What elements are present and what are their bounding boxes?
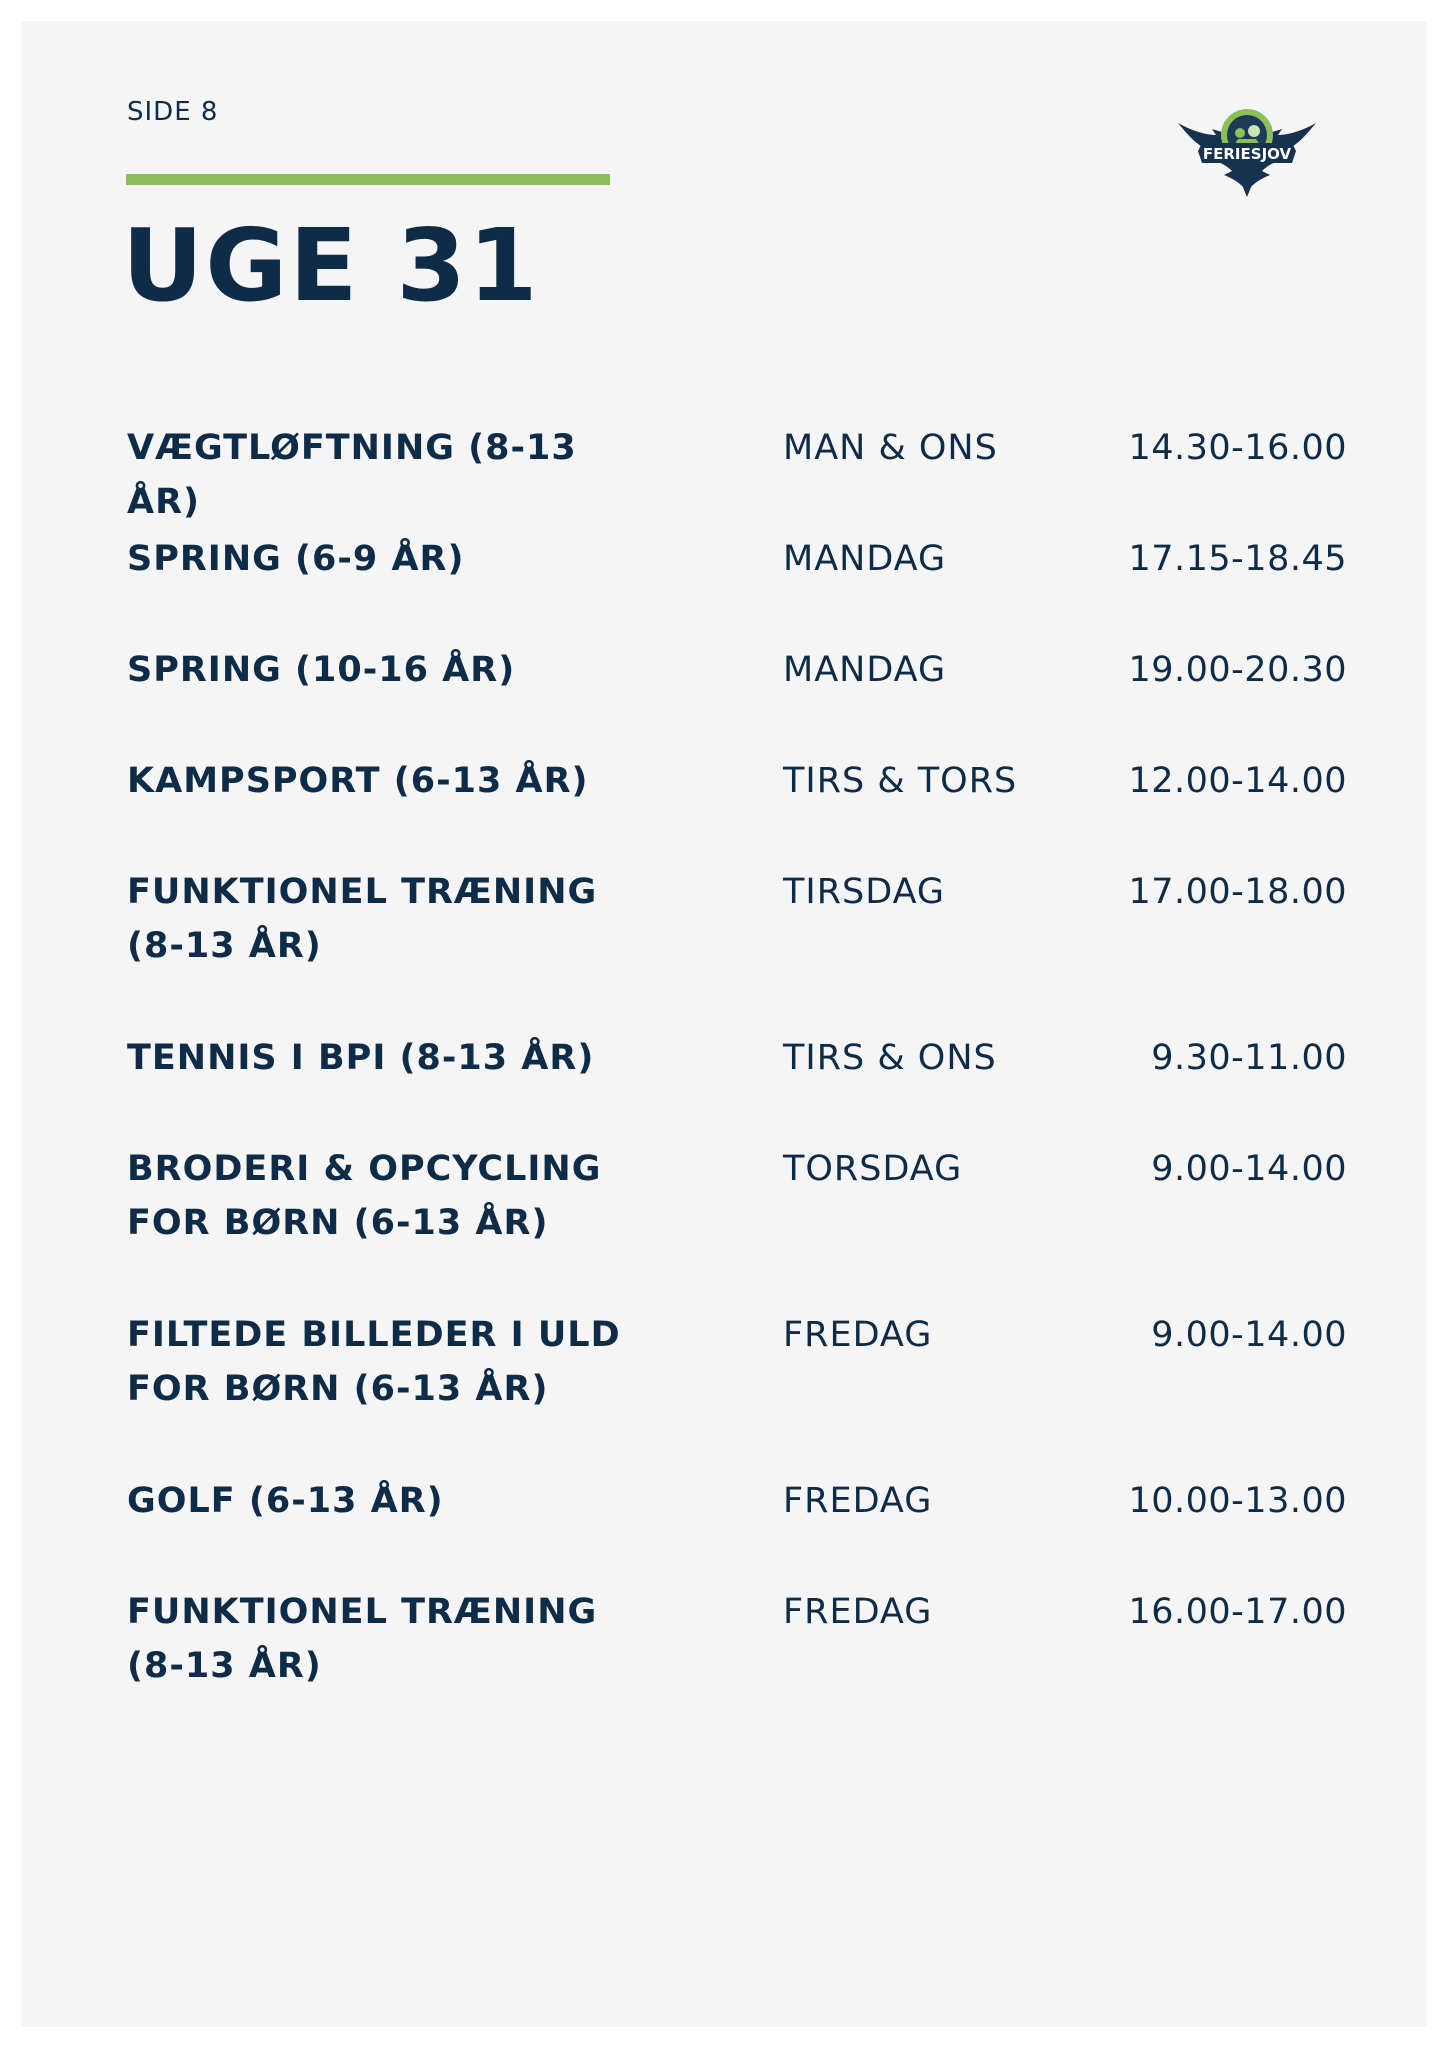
activity-day: MAN & ONS xyxy=(783,428,998,468)
activity-day: TORSDAG xyxy=(783,1149,963,1189)
activity-time: 9.00-14.00 xyxy=(1151,1315,1347,1355)
accent-divider xyxy=(126,174,610,185)
activity-time: 17.15-18.45 xyxy=(1128,539,1347,579)
activity-day: FREDAG xyxy=(783,1481,933,1521)
activity-day: TIRS & ONS xyxy=(783,1038,997,1078)
activity-time: 16.00-17.00 xyxy=(1128,1592,1347,1632)
activity-time: 10.00-13.00 xyxy=(1128,1481,1347,1521)
activity-time: 19.00-20.30 xyxy=(1128,650,1347,690)
activity-name: FILTEDE BILLEDER I ULD FOR BØRN (6-13 ÅR) xyxy=(127,1315,621,1409)
activity-day: MANDAG xyxy=(783,539,947,579)
activity-name: GOLF (6-13 ÅR) xyxy=(127,1481,444,1521)
page-number-label: SIDE 8 xyxy=(127,97,219,127)
logo-text: FERIESJOV xyxy=(1202,145,1292,163)
page xyxy=(21,21,1427,2027)
activity-day: TIRS & TORS xyxy=(783,761,1018,801)
activity-name: VÆGTLØFTNING (8-13 ÅR) xyxy=(127,428,577,522)
activity-day: MANDAG xyxy=(783,650,947,690)
activity-time: 9.00-14.00 xyxy=(1151,1149,1347,1189)
activity-time: 17.00-18.00 xyxy=(1128,872,1347,912)
activity-name: BRODERI & OPCYCLING FOR BØRN (6-13 ÅR) xyxy=(127,1149,602,1243)
activity-time: 12.00-14.00 xyxy=(1128,761,1347,801)
page-title: UGE 31 xyxy=(122,207,540,324)
activity-name: SPRING (6-9 ÅR) xyxy=(127,539,465,579)
activity-day: FREDAG xyxy=(783,1315,933,1355)
activity-time: 9.30-11.00 xyxy=(1151,1038,1347,1078)
activity-name: FUNKTIONEL TRÆNING (8-13 ÅR) xyxy=(127,1592,598,1686)
activity-name: FUNKTIONEL TRÆNING (8-13 ÅR) xyxy=(127,872,598,966)
activity-name: TENNIS I BPI (8-13 ÅR) xyxy=(127,1038,595,1078)
activity-day: TIRSDAG xyxy=(783,872,946,912)
activity-name: KAMPSPORT (6-13 ÅR) xyxy=(127,761,589,801)
activity-time: 14.30-16.00 xyxy=(1128,428,1347,468)
activity-name: SPRING (10-16 ÅR) xyxy=(127,650,516,690)
activity-day: FREDAG xyxy=(783,1592,933,1632)
feriesjov-logo xyxy=(1174,105,1320,201)
